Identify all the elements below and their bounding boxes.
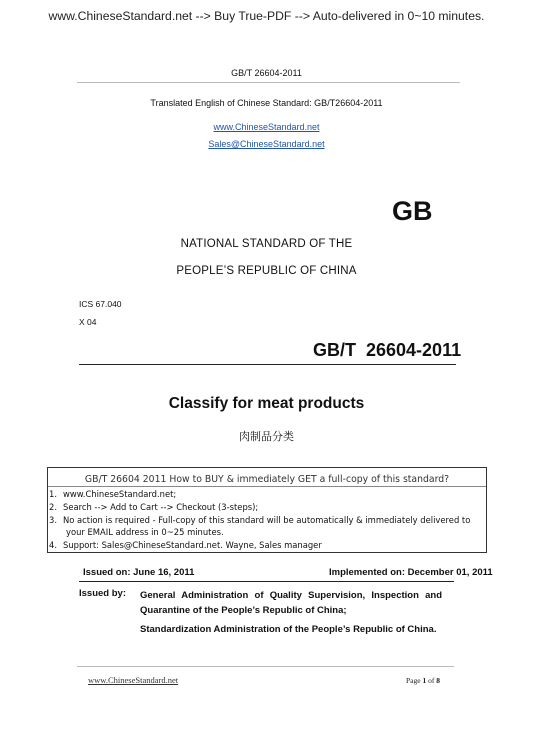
buy-step-4 <box>48 540 322 550</box>
buy-step-1 <box>48 489 176 499</box>
step-text: Search --> Add to Cart --> Checkout (3-steps); <box>63 502 259 512</box>
step-number: 1. <box>49 489 57 499</box>
buy-step-2 <box>48 502 258 512</box>
page-current: 1 <box>422 676 427 685</box>
ics-code: ICS 67.040 <box>79 299 122 309</box>
email-link[interactable]: Sales@ChineseStandard.net <box>208 139 325 149</box>
standard-number-rule <box>79 364 456 365</box>
header-divider <box>77 82 460 83</box>
implemented-on-date: Implemented on: December 01, 2011 <box>329 567 493 578</box>
issued-on-date: Issued on: June 16, 2011 <box>83 567 195 578</box>
buy-box-divider <box>48 486 486 487</box>
gb-logo: GB <box>392 196 433 226</box>
page-total: 8 <box>436 676 440 685</box>
standard-number: GB/T 26604-2011 <box>313 340 462 360</box>
page-indicator <box>406 676 440 685</box>
dates-divider <box>79 581 454 582</box>
site-link[interactable]: www.ChineseStandard.net <box>213 122 320 132</box>
title-chinese: 肉制品分类 <box>239 431 294 443</box>
issuer-sac: Standardization Administration of the People’s Republic of China. <box>140 624 437 635</box>
title-english: Classify for meat products <box>168 395 365 412</box>
buy-step-3-continued: your EMAIL address in 0~25 minutes. <box>66 527 224 537</box>
how-to-buy-box <box>47 467 487 553</box>
email-link-wrap <box>0 134 533 152</box>
top-banner: www.ChineseStandard.net --> Buy True-PDF --> Auto-delivered in 0~10 minutes. <box>48 9 485 23</box>
translated-note: Translated English of Chinese Standard: GB/T26604-2011 <box>150 98 383 108</box>
classification-code: X 04 <box>79 317 97 327</box>
step-number: 2. <box>49 502 57 512</box>
step-text: Support: Sales@ChineseStandard.net. Wayne, Sales manager <box>63 540 322 550</box>
site-link-wrap <box>0 117 533 135</box>
issued-by-label: Issued by: <box>79 588 126 599</box>
footer-divider <box>77 666 454 667</box>
step-number: 4. <box>49 540 57 550</box>
step-text: No action is required - Full-copy of this standard will be automatically & immediately delivered to <box>63 515 471 525</box>
step-number: 3. <box>49 515 57 525</box>
step-text[interactable]: www.ChineseStandard.net; <box>63 489 177 499</box>
national-standard-line1: NATIONAL STANDARD OF THE <box>180 238 353 250</box>
footer-site-link[interactable]: www.ChineseStandard.net <box>88 675 179 685</box>
header-standard-code: GB/T 26604-2011 <box>231 68 302 78</box>
buy-step-3 <box>48 515 470 525</box>
buy-box-title: GB/T 26604 2011 How to BUY & immediately GET a full-copy of this standard? <box>84 474 450 485</box>
national-standard-line2: PEOPLE’S REPUBLIC OF CHINA <box>176 265 357 277</box>
issuer-aqsiq: General Administration of Quality Supervision, Inspection and Quarantine of the People’s Republic of China; <box>140 590 442 616</box>
page-prefix: Page <box>406 676 423 685</box>
page-of: of <box>426 676 437 685</box>
